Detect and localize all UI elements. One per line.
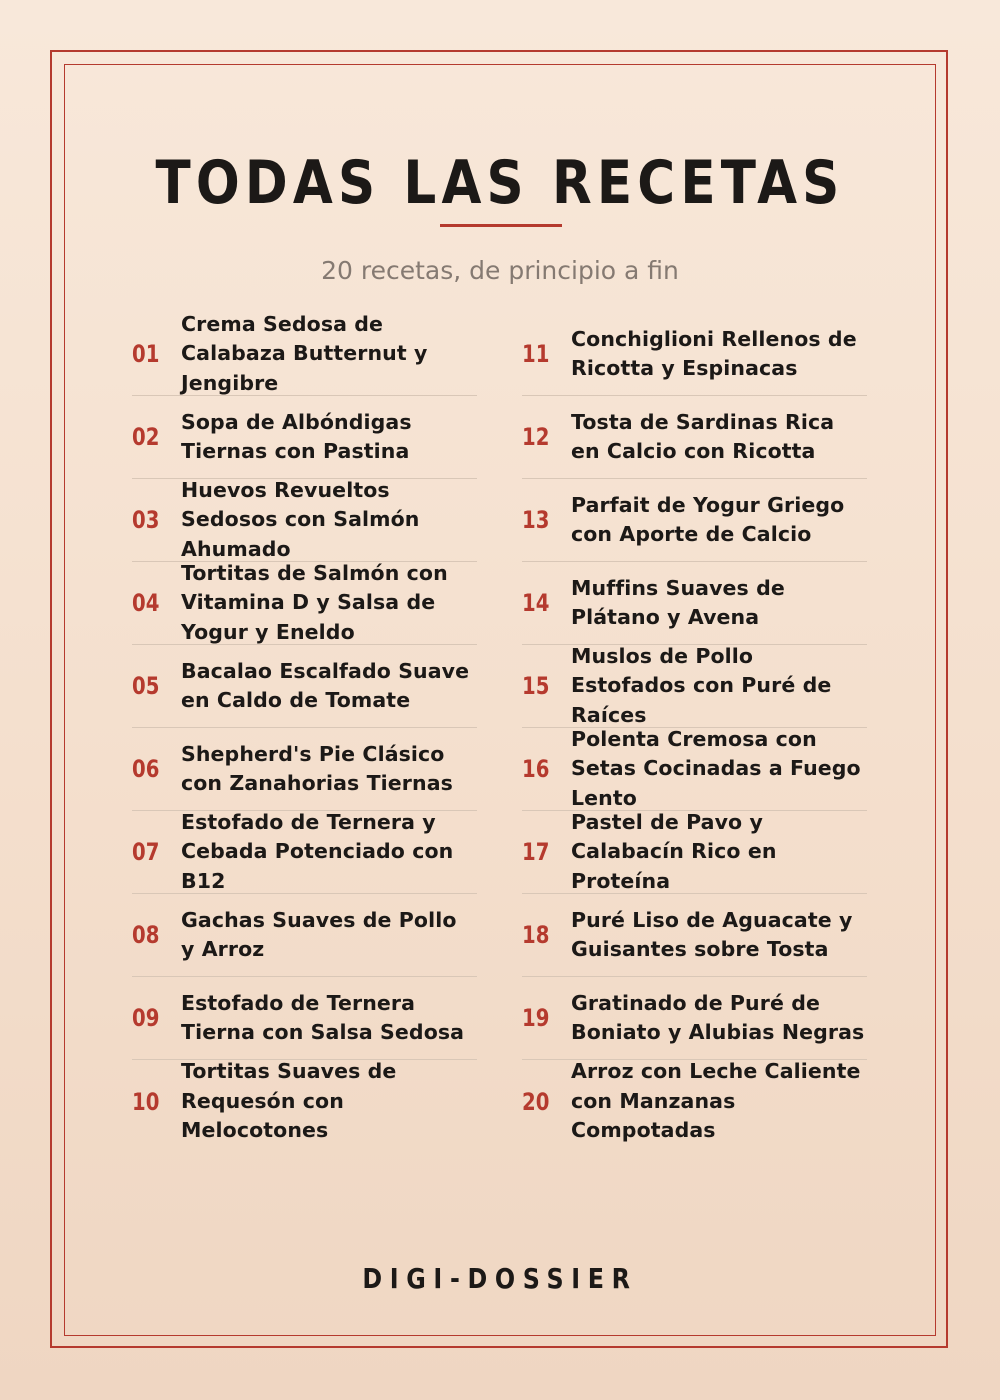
recipe-item [132,562,477,645]
recipe-number: 13 [522,506,550,534]
recipe-name: Puré Liso de Aguacate y Guisantes sobre Tosta [571,907,853,961]
page-title: TODAS LAS RECETAS [155,148,845,218]
recipe-item [132,645,477,728]
recipe-name: Estofado de Ternera y Cebada Potenciado con B12 [181,809,454,893]
recipe-name: Tortitas Suaves de Requesón con Melocotones [181,1059,397,1143]
recipe-number: 20 [522,1087,550,1116]
recipe-name: Conchiglioni Rellenos de Ricotta y Espinacas [571,326,857,380]
recipe-number: 09 [132,1004,160,1032]
recipe-item [522,728,867,811]
recipe-name: Parfait de Yogur Griego con Aporte de Calcio [571,492,845,546]
recipe-name: Shepherd's Pie Clásico con Zanahorias Tiernas [181,741,453,795]
recipe-item [132,1060,477,1143]
recipe-item [522,1060,867,1143]
recipe-name: Arroz con Leche Caliente con Manzanas Compotadas [571,1059,861,1143]
recipe-name: Sopa de Albóndigas Tiernas con Pastina [181,409,412,463]
recipe-list-right [522,313,867,1143]
recipe-item [522,645,867,728]
page-subtitle: 20 recetas, de principio a fin [321,256,679,285]
recipe-name: Muslos de Pollo Estofados con Puré de Raíces [571,643,832,727]
recipe-list-left [132,313,477,1143]
recipe-number: 18 [522,921,550,949]
recipe-number: 17 [522,838,550,866]
recipe-name: Polenta Cremosa con Setas Cocinadas a Fuego Lento [571,726,861,810]
recipe-number: 07 [132,838,160,866]
recipe-number: 11 [522,340,550,368]
recipe-number: 03 [132,506,160,534]
recipe-item [522,479,867,562]
recipe-number: 12 [522,423,550,451]
recipe-name: Pastel de Pavo y Calabacín Rico en Proteína [571,809,777,893]
brand-footer: DIGI-DOSSIER [362,1262,638,1295]
recipe-name: Crema Sedosa de Calabaza Butternut y Jengibre [181,311,428,395]
recipe-number: 19 [522,1004,550,1032]
recipe-number: 04 [132,589,160,617]
recipe-item [522,977,867,1060]
recipe-name: Muffins Suaves de Plátano y Avena [571,575,785,629]
recipe-name: Gachas Suaves de Pollo y Arroz [181,907,457,961]
recipe-item [132,728,477,811]
recipe-item [522,313,867,396]
recipe-name: Bacalao Escalfado Suave en Caldo de Tomate [181,658,470,712]
recipe-item [132,894,477,977]
recipe-name: Tosta de Sardinas Rica en Calcio con Ricotta [571,409,835,463]
recipe-number: 05 [132,672,160,700]
recipe-item [522,396,867,479]
recipe-item [132,811,477,894]
recipe-item [522,811,867,894]
recipe-item [522,894,867,977]
recipe-number: 01 [132,340,160,368]
recipe-item [132,977,477,1060]
recipe-item [132,396,477,479]
recipe-number: 02 [132,423,160,451]
recipe-name: Estofado de Ternera Tierna con Salsa Sedosa [181,990,465,1044]
recipe-number: 06 [132,755,160,783]
recipe-item [132,479,477,562]
recipe-number: 14 [522,589,550,617]
title-underline [440,224,562,227]
recipe-item [132,313,477,396]
recipe-name: Tortitas de Salmón con Vitamina D y Salsa de Yogur y Eneldo [181,560,448,644]
recipe-number: 15 [522,672,550,700]
recipe-number: 16 [522,755,550,783]
recipe-number: 08 [132,921,160,949]
recipe-number: 10 [132,1087,160,1116]
recipe-item [522,562,867,645]
recipe-name: Huevos Revueltos Sedosos con Salmón Ahumado [181,477,420,561]
recipe-name: Gratinado de Puré de Boniato y Alubias Negras [571,990,865,1044]
